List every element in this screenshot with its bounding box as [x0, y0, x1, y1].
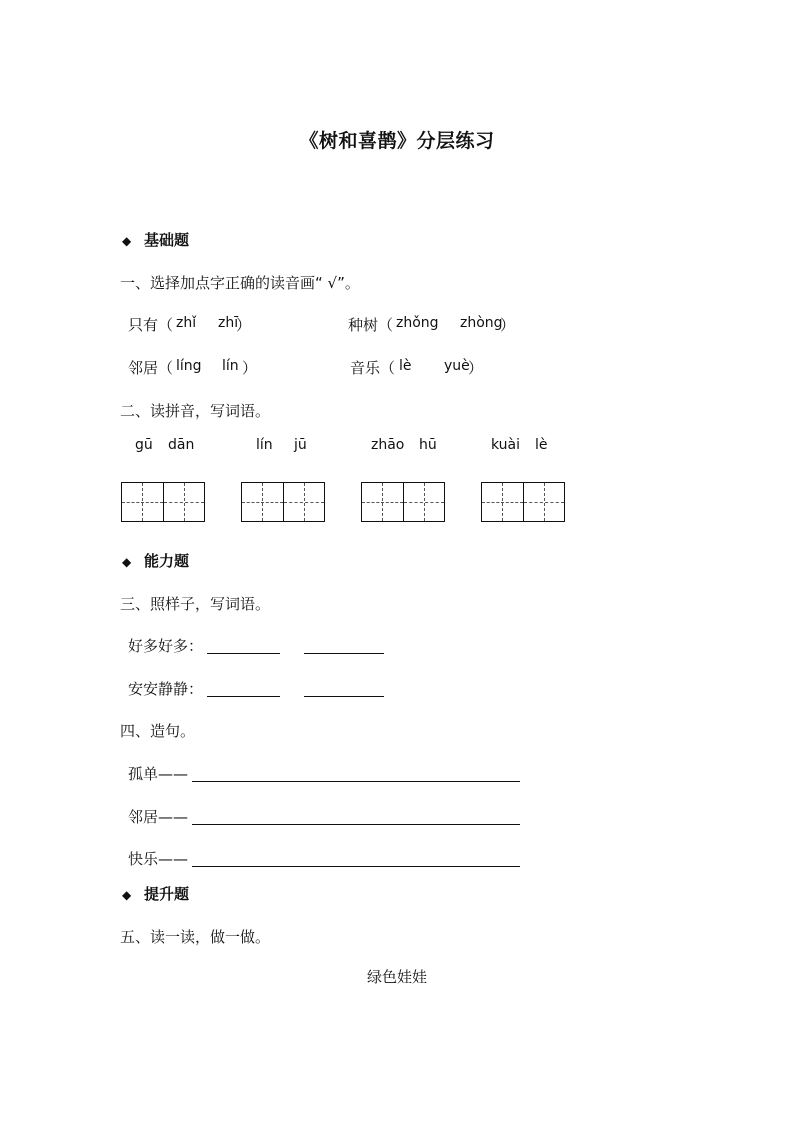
q1-item-word: 邻居（: [128, 359, 174, 377]
q1-option-a[interactable]: líng: [176, 358, 202, 374]
answer-blank[interactable]: [207, 653, 280, 654]
question-3-title: 三、照样子，写词语。: [120, 595, 271, 613]
q1-item-word: 种树（: [348, 316, 394, 334]
page-title: 《树和喜鹊》分层练习: [299, 130, 495, 152]
writing-grid[interactable]: [481, 482, 565, 522]
q4-word: 快乐——: [128, 850, 189, 868]
pinyin-syllable: lín: [256, 437, 273, 453]
q1-item-close: ）: [236, 316, 252, 334]
q1-option-b[interactable]: lín: [222, 358, 239, 374]
q1-option-b[interactable]: yuè: [444, 358, 470, 374]
writing-grid[interactable]: [361, 482, 445, 522]
sentence-line[interactable]: [192, 824, 520, 825]
answer-blank[interactable]: [304, 696, 384, 697]
writing-grid[interactable]: [121, 482, 205, 522]
q4-word: 孤单——: [128, 765, 189, 783]
writing-cell[interactable]: [403, 483, 444, 521]
question-2-title: 二、读拼音，写词语。: [120, 402, 271, 420]
diamond-bullet-icon: ◆: [122, 888, 132, 902]
writing-cell[interactable]: [242, 483, 283, 521]
pinyin-syllable: lè: [535, 437, 548, 453]
section-ability: [122, 550, 189, 571]
writing-cell[interactable]: [482, 483, 523, 521]
question-5-title: 五、读一读，做一做。: [120, 928, 271, 946]
writing-cell[interactable]: [362, 483, 403, 521]
pinyin-syllable: gū: [135, 437, 153, 453]
pinyin-syllable: zhāo: [371, 437, 405, 453]
q3-example: 好多好多：: [128, 637, 204, 655]
writing-cell[interactable]: [283, 483, 324, 521]
passage-title: 绿色娃娃: [366, 968, 427, 986]
q1-item-close: ）: [468, 359, 484, 377]
writing-cell[interactable]: [122, 483, 163, 521]
diamond-bullet-icon: ◆: [122, 555, 132, 569]
pinyin-syllable: jū: [294, 437, 307, 453]
q3-example: 安安静静：: [128, 680, 204, 698]
question-1-title: 一、选择加点字正确的读音画“ √”。: [120, 274, 360, 292]
section-label: 基础题: [144, 231, 190, 249]
section-label: 能力题: [144, 552, 190, 570]
section-basic: [122, 229, 189, 250]
section-label: 提升题: [144, 885, 190, 903]
sentence-line[interactable]: [192, 866, 520, 867]
question-4-title: 四、造句。: [120, 722, 196, 740]
q1-option-a[interactable]: lè: [399, 358, 412, 374]
sentence-line[interactable]: [192, 781, 520, 782]
q1-item-word: 音乐（: [350, 359, 396, 377]
writing-cell[interactable]: [523, 483, 564, 521]
section-advanced: [122, 883, 189, 904]
pinyin-syllable: kuài: [491, 437, 521, 453]
pinyin-syllable: hū: [419, 437, 437, 453]
q1-option-b[interactable]: zhī: [218, 315, 239, 331]
writing-cell[interactable]: [163, 483, 204, 521]
pinyin-syllable: dān: [168, 437, 195, 453]
q1-option-a[interactable]: zhǒng: [396, 315, 439, 331]
q1-item-close: ）: [500, 316, 516, 334]
writing-grid[interactable]: [241, 482, 325, 522]
answer-blank[interactable]: [304, 653, 384, 654]
q1-option-b[interactable]: zhòng: [460, 315, 503, 331]
answer-blank[interactable]: [207, 696, 280, 697]
q1-item-close: ）: [242, 359, 258, 377]
q1-item-word: 只有（: [128, 316, 174, 334]
q4-word: 邻居——: [128, 808, 189, 826]
q1-option-a[interactable]: zhǐ: [176, 315, 197, 331]
diamond-bullet-icon: ◆: [122, 234, 132, 248]
